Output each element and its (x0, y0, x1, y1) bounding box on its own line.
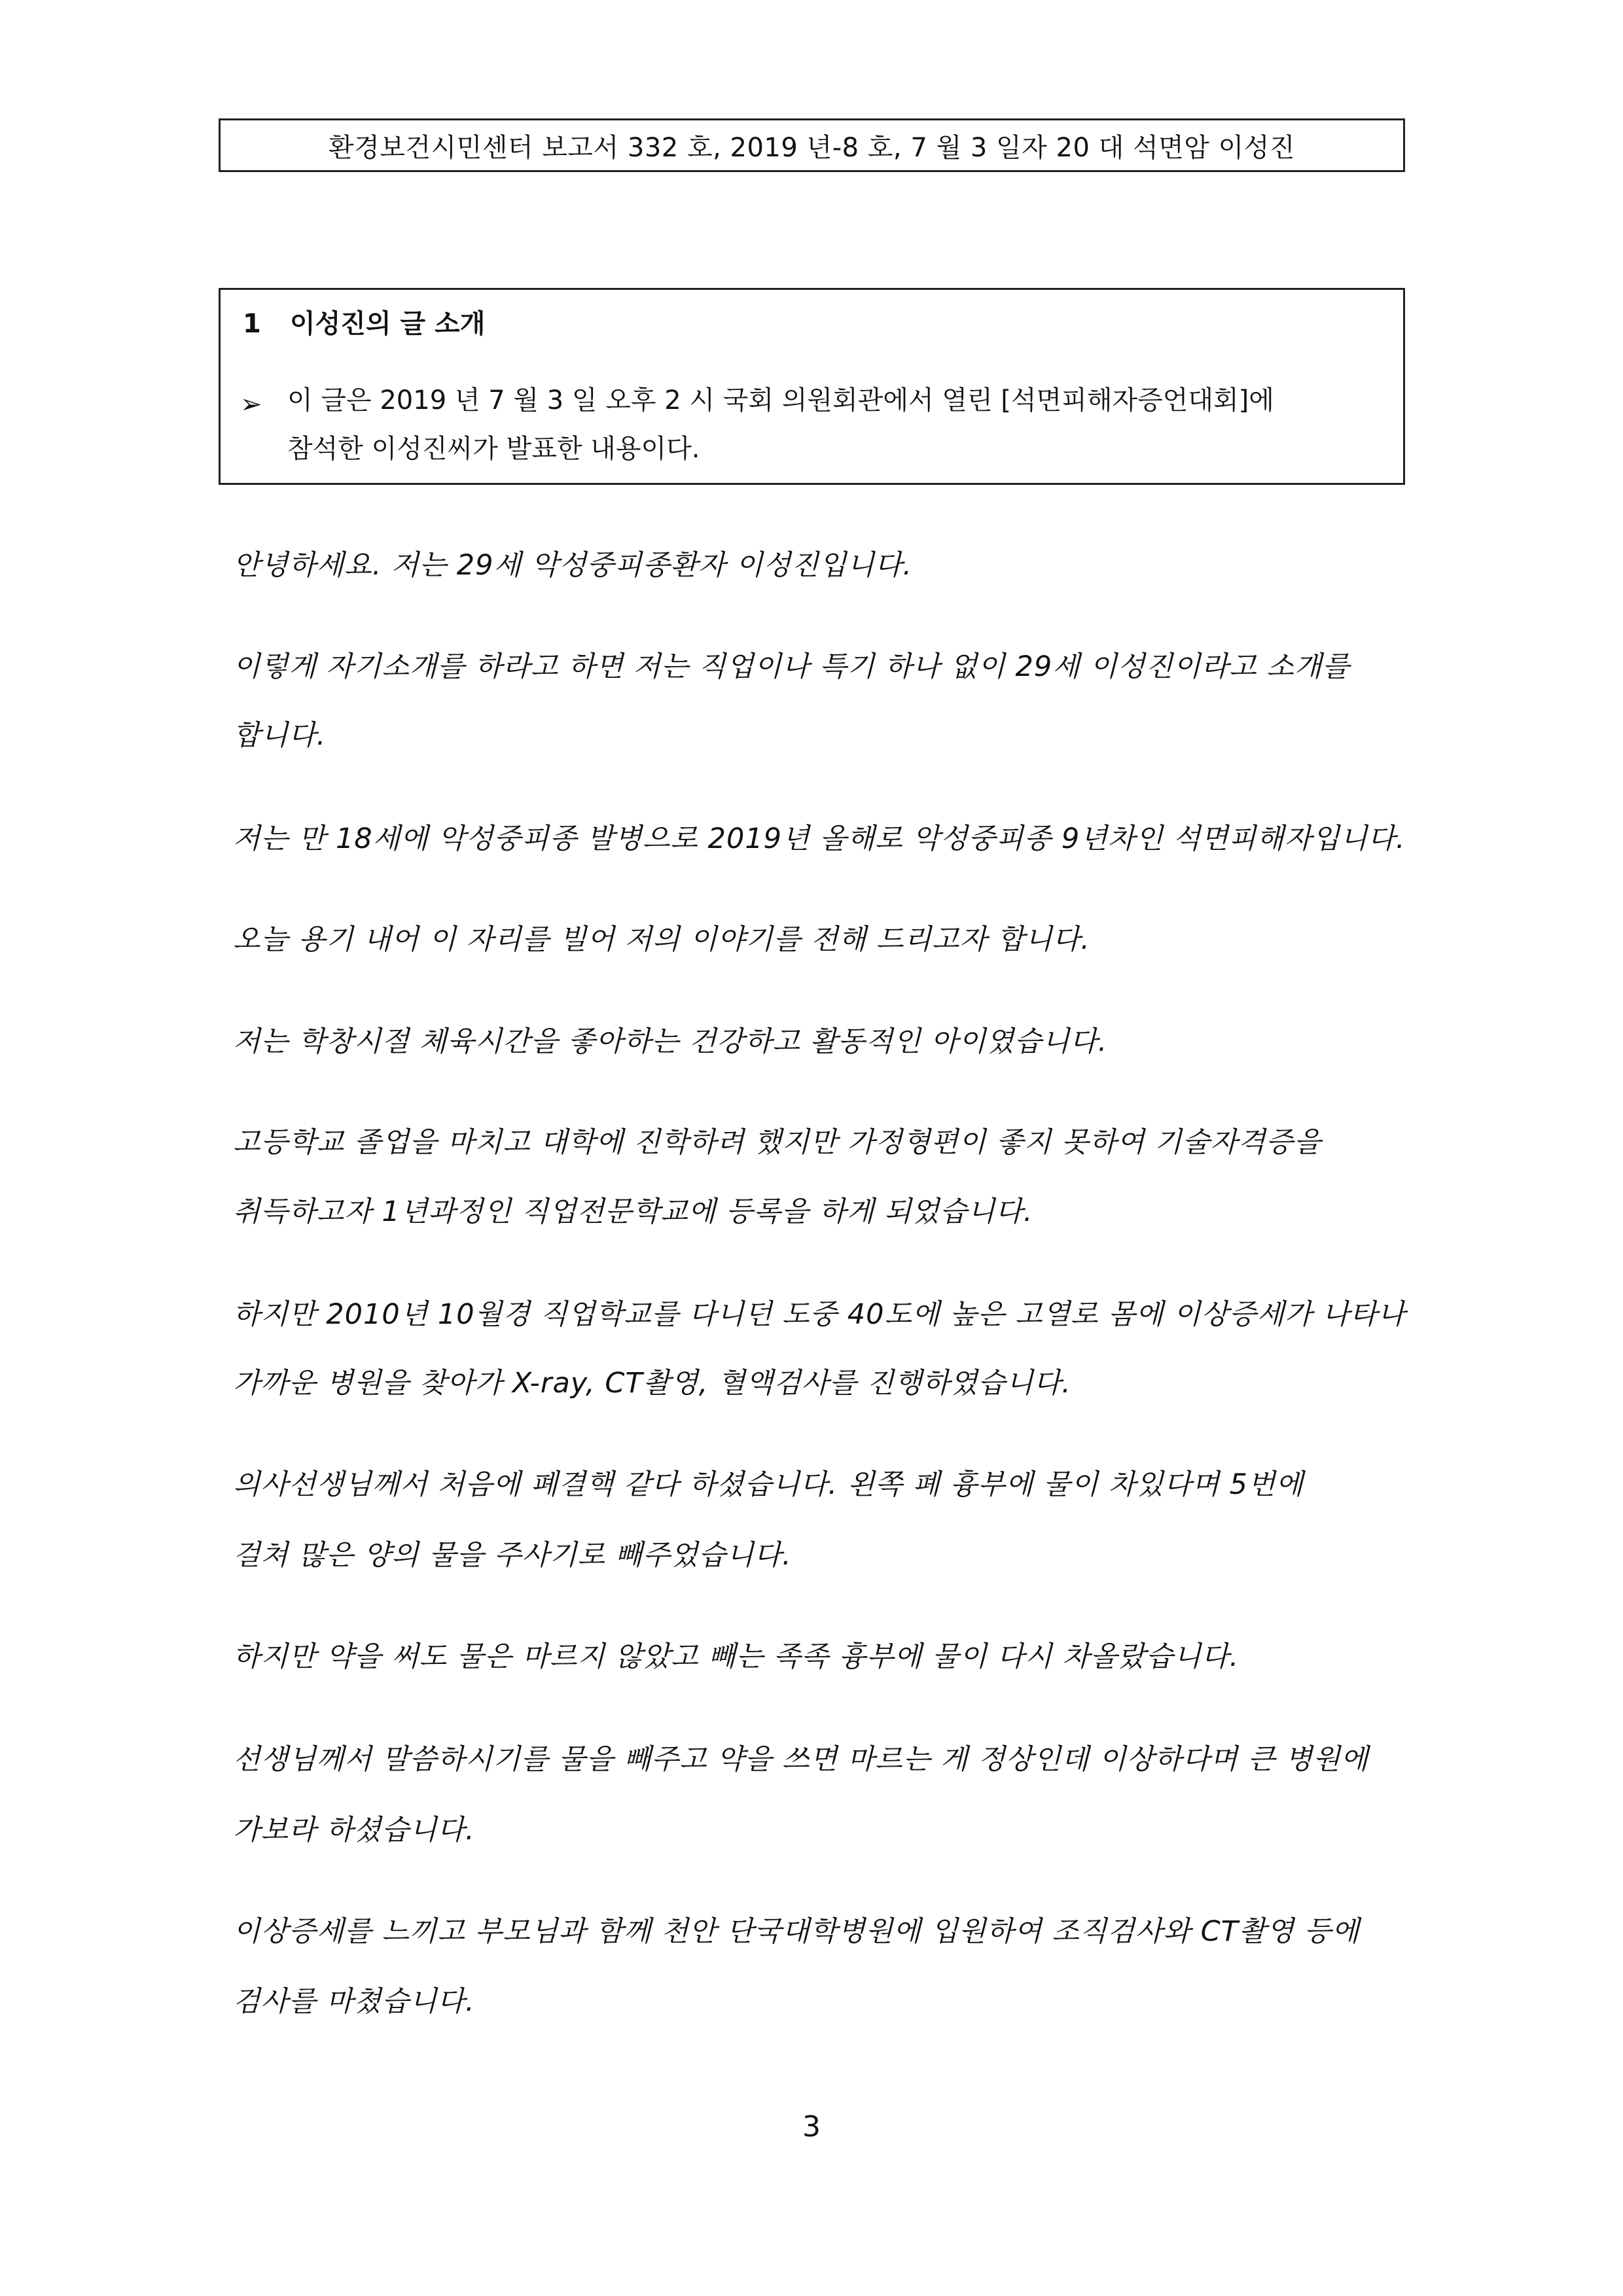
letter-line: 이렇게 자기소개를 하라고 하면 저는 직업이나 특기 하나 없이 29세 이성진이라고 소개를 (233, 650, 1350, 683)
letter-line: 합니다. (233, 719, 327, 752)
intro-heading-title: 이성진의 글 소개 (290, 309, 486, 339)
intro-section (219, 288, 1405, 485)
letter-line: 하지만 약을 써도 물은 마르지 않았고 빼는 족족 흉부에 물이 다시 차올랐습니다. (233, 1640, 1240, 1673)
page-number: 3 (802, 2110, 821, 2144)
letter-line: 가보라 하셨습니다. (233, 1814, 475, 1846)
letter-line: 취득하고자 1년과정인 직업전문학교에 등록을 하게 되었습니다. (233, 1195, 1033, 1228)
intro-bullet-line: 참석한 이성진씨가 발표한 내용이다. (287, 434, 700, 464)
intro-heading-number: 1 (243, 309, 261, 339)
intro-bullet-text (287, 376, 1393, 473)
letter-line: 의사선생님께서 처음에 폐결핵 같다 하셨습니다. 왼쪽 폐 흉부에 물이 차있다며 5번에 (233, 1468, 1304, 1501)
letter-line: 저는 학창시절 체육시간을 좋아하는 건강하고 활동적인 아이였습니다. (233, 1025, 1108, 1058)
letter-line: 하지만 2010년 10월경 직업학교를 다니던 도중 40도에 높은 고열로 몸에 이상증세가 나타나 (233, 1298, 1406, 1331)
letter-line: 저는 만 18세에 악성중피종 발병으로 2019년 올해로 악성중피종 9년차인 석면피해자입니다. (233, 822, 1406, 855)
letter-line: 이상증세를 느끼고 부모님과 함께 천안 단국대학병원에 입원하여 조직검사와 CT촬영 등에 (233, 1915, 1360, 1948)
arrow-bullet-icon: ➢ (240, 389, 262, 419)
letter-line: 걸쳐 많은 양의 물을 주사기로 빼주었습니다. (233, 1539, 792, 1572)
letter-line: 고등학교 졸업을 마치고 대학에 진학하려 했지만 가정형편이 좋지 못하여 기술자격증을 (233, 1126, 1322, 1159)
intro-heading (243, 303, 485, 340)
report-header (219, 118, 1405, 172)
letter-line: 검사를 마쳤습니다. (233, 1985, 475, 2018)
intro-bullet-line: 이 글은 2019 년 7 월 3 일 오후 2 시 국회 의원회관에서 열린 [석면피해자증언대회]에 (287, 385, 1274, 415)
letter-line: 가까운 병원을 찾아가 X-ray, CT촬영, 혈액검사를 진행하였습니다. (233, 1367, 1071, 1400)
report-header-title: 환경보건시민센터 보고서 332 호, 2019 년-8 호, 7 월 3 일자 20 대 석면암 이성진 (328, 132, 1296, 163)
letter-line: 오늘 용기 내어 이 자리를 빌어 저의 이야기를 전해 드리고자 합니다. (233, 923, 1090, 956)
letter-line: 안녕하세요. 저는 29세 악성중피종환자 이성진입니다. (233, 549, 913, 582)
letter-line: 선생님께서 말씀하시기를 물을 빼주고 약을 쓰면 마르는 게 정상인데 이상하다며 큰 병원에 (233, 1743, 1369, 1776)
